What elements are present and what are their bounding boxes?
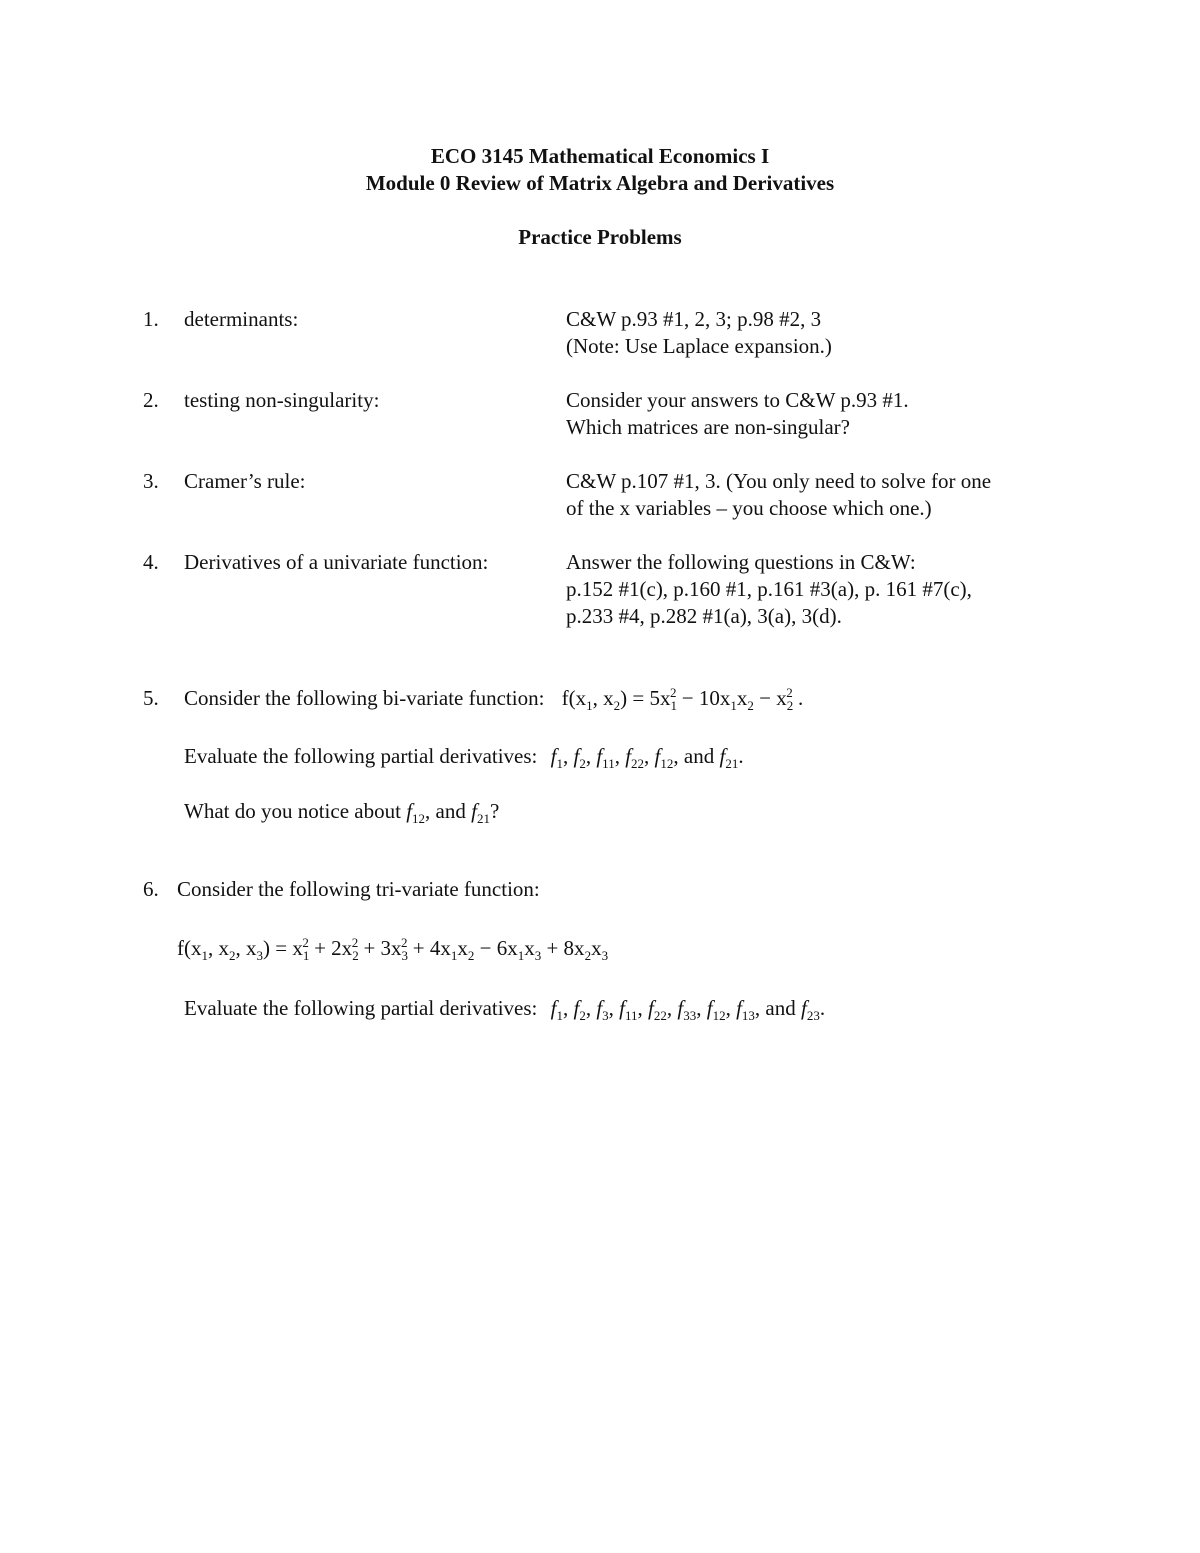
problem-text-line: Consider your answers to C&W p.93 #1.	[566, 388, 909, 412]
problem-text-line: C&W p.93 #1, 2, 3; p.98 #2, 3	[566, 307, 822, 331]
evaluate-text: Evaluate the following partial derivatives:	[184, 996, 538, 1020]
problem-topic: Derivatives of a univariate function:	[184, 550, 489, 574]
and-text: and	[435, 799, 466, 823]
and-text: and	[765, 996, 796, 1020]
module-title: Module 0 Review of Matrix Algebra and Derivatives	[365, 171, 835, 195]
course-title: ECO 3145 Mathematical Economics I	[430, 144, 770, 168]
partials-list: $f_1$, $f_2$, $f_{11}$, $f_{22}$, $f_{12}$, and $f_{21}$.	[550, 744, 744, 772]
evaluate-text: Evaluate the following partial derivatives:	[184, 744, 538, 768]
problem-number: 4.	[143, 550, 159, 574]
evaluate-line	[184, 995, 825, 1022]
problem-number: 5.	[143, 686, 159, 710]
question-math: $f_{12}$, and $f_{21}$	[406, 799, 490, 827]
problem-topic: determinants:	[184, 307, 299, 331]
problem-text-line: p.233 #4, p.282 #1(a), 3(a), 3(d).	[566, 604, 842, 628]
problem-topic: testing non-singularity:	[184, 388, 380, 412]
problem-text-line: p.152 #1(c), p.160 #1, p.161 #3(a), p. 161 #7(c),	[566, 577, 972, 601]
question-text: What do you notice about	[184, 799, 401, 823]
section-title: Practice Problems	[518, 225, 682, 249]
evaluate-line	[184, 743, 744, 770]
problem-intro	[184, 685, 803, 712]
problem-text-line: Answer the following questions in C&W:	[566, 550, 916, 574]
problem-number: 2.	[143, 388, 159, 412]
partials-list: $f_1$, $f_2$, $f_3$, $f_{11}$, $f_{22}$, $f_{33}$, $f_{12}$, $f_{13}$, and $f_{23}$.	[550, 996, 826, 1024]
trivariate-equation: $f(x_1$, $x_2$, $x_3) = x_1^2 + 2x_2^2 + 3x_3^2 + 4x_1x_2 - 6x_1x_3 + 8x_2x_3$	[177, 935, 609, 964]
problem-text-line: (Note: Use Laplace expansion.)	[566, 334, 832, 358]
intro-text: Consider the following bi-variate function:	[184, 686, 545, 710]
problem-number: 1.	[143, 307, 159, 331]
and-text: and	[683, 744, 715, 768]
problem-text-line: of the x variables – you choose which one.)	[566, 496, 932, 520]
bivariate-equation: $f(x_1$, $x_2) = 5x_1^2 - 10x_1x_2 - x_2^2$ .	[561, 685, 804, 714]
problem-number: 6.	[143, 877, 159, 901]
problem-number: 3.	[143, 469, 159, 493]
problem-text-line: C&W p.107 #1, 3. (You only need to solve for one	[566, 469, 992, 493]
question-mark: ?	[489, 799, 500, 823]
question-line	[184, 798, 499, 825]
problem-intro: Consider the following tri-variate function:	[177, 877, 540, 901]
problem-text-line: Which matrices are non-singular?	[566, 415, 850, 439]
problem-topic: Cramer’s rule:	[184, 469, 306, 493]
